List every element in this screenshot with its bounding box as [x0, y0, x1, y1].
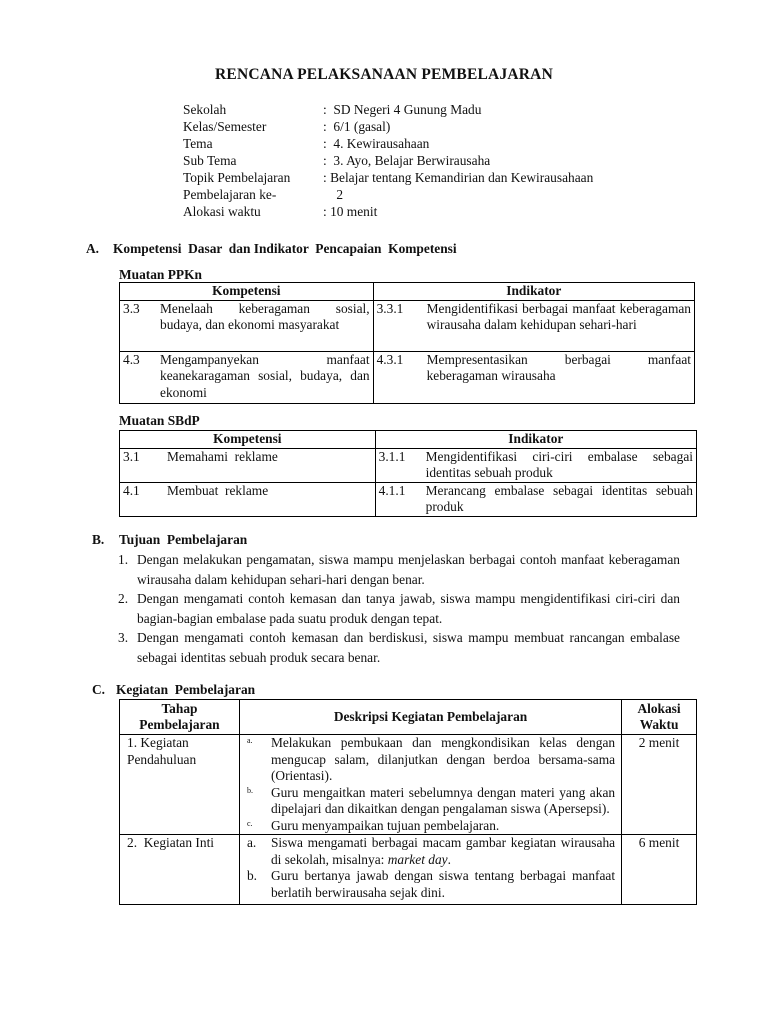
list-item — [118, 628, 680, 667]
kompetensi-text: Menelaah keberagaman sosial, budaya, dan ekonomi masyarakat — [160, 300, 370, 332]
time-allocation: 2 menit — [638, 735, 680, 750]
time-allocation: 6 menit — [638, 835, 680, 850]
sbdp-heading: Muatan SBdP — [119, 413, 200, 428]
info-value: : SD Negeri 4 Gunung Madu — [323, 102, 482, 117]
table-cell — [373, 300, 694, 351]
indikator-text: Merancang embalase sebagai identitas sebuah produk — [425, 482, 693, 514]
goal-number: 1. — [118, 552, 129, 567]
table-cell — [375, 448, 696, 482]
column-header: Alokasi Waktu — [622, 700, 697, 735]
info-label: Sub Tema — [183, 153, 237, 168]
kompetensi-text: Mengampanyekan manfaat keanekaragaman sosial, budaya, dan ekonomi — [160, 351, 370, 400]
tahap-label: 2. Kegiatan Inti — [127, 835, 215, 850]
list-item — [247, 835, 615, 868]
item-marker: b. — [246, 868, 257, 883]
tahap-label: 1. Kegiatan Pendahuluan — [127, 735, 197, 767]
table-row — [120, 300, 695, 351]
column-header: Deskripsi Kegiatan Pembelajaran — [239, 700, 621, 735]
section-a-heading — [86, 241, 457, 257]
info-label: Alokasi waktu — [183, 204, 261, 219]
info-value: : 6/1 (gasal) — [323, 119, 391, 134]
indikator-code: 3.3.1 — [376, 300, 404, 316]
goal-number: 3. — [118, 630, 129, 645]
info-label: Kelas/Semester — [183, 119, 267, 134]
table-cell — [375, 482, 696, 516]
section-letter: A. — [86, 241, 100, 256]
info-label: Sekolah — [183, 102, 227, 117]
info-label: Topik Pembelajaran — [183, 170, 291, 185]
indikator-code: 4.1.1 — [378, 482, 406, 498]
item-text: Guru menyampaikan tujuan pembelajaran. — [270, 817, 500, 833]
item-text: Guru mengaitkan materi sebelumnya dengan materi yang akan dipelajari dan dikaitkan dengan pengalaman siswa (Apersepsi). — [270, 784, 616, 816]
item-text-italic: market day — [387, 851, 448, 867]
section-b-heading — [92, 532, 247, 548]
info-label: Pembelajaran ke- — [183, 187, 277, 202]
kompetensi-text: Membuat reklame — [167, 482, 269, 498]
kompetensi-code: 4.1 — [123, 482, 140, 498]
item-text — [271, 835, 615, 868]
info-value: : 4. Kewirausahaan — [323, 136, 430, 151]
goals-list — [118, 550, 680, 667]
goal-number: 2. — [118, 591, 129, 606]
table-row — [120, 835, 697, 905]
column-header: Kompetensi — [120, 283, 374, 301]
section-title: Kompetensi Dasar dan Indikator Pencapaian Kompetensi — [113, 241, 457, 256]
table-cell — [120, 351, 374, 403]
ppkn-table — [119, 282, 695, 404]
kompetensi-code: 3.1 — [123, 448, 140, 464]
table-row — [120, 482, 697, 516]
item-marker: a. — [246, 736, 253, 745]
table-header-row — [120, 431, 697, 449]
indikator-text: Mempresentasikan berbagai manfaat keberagaman wirausaha — [426, 351, 691, 383]
section-letter: B. — [92, 532, 105, 547]
table-cell — [622, 835, 697, 905]
goal-text: Dengan melakukan pengamatan, siswa mampu menjelaskan berbagai contoh manfaat keberagaman wirausaha dalam kehidupan sehari-hari dengan benar. — [137, 552, 680, 587]
kompetensi-code: 4.3 — [123, 351, 140, 367]
kegiatan-table — [119, 699, 697, 905]
list-item — [247, 735, 615, 785]
kompetensi-code: 3.3 — [123, 300, 140, 316]
table-header-row — [120, 283, 695, 301]
section-c-heading — [92, 682, 255, 698]
info-label: Tema — [183, 136, 213, 151]
column-header: Indikator — [373, 283, 694, 301]
document-title: RENCANA PELAKSANAAN PEMBELAJARAN — [215, 66, 553, 83]
ppkn-heading: Muatan PPKn — [119, 267, 202, 282]
kompetensi-text: Memahami reklame — [167, 448, 278, 464]
item-text-end: . — [447, 851, 451, 867]
table-cell — [622, 735, 697, 835]
table-cell — [120, 835, 240, 905]
item-text: Melakukan pembukaan dan mengkondisikan kelas dengan mengucap salam, dilanjutkan dengan berdoa bersama-sama (Orientasi). — [270, 735, 616, 783]
list-item — [247, 785, 615, 818]
item-marker: a. — [246, 835, 257, 850]
section-title: Kegiatan Pembelajaran — [116, 682, 256, 697]
info-value: 2 — [323, 187, 344, 202]
table-row — [120, 735, 697, 835]
table-header-row — [120, 700, 697, 735]
indikator-code: 3.1.1 — [378, 448, 406, 464]
column-header: Tahap Pembelajaran — [120, 700, 240, 735]
item-text-main: Siswa mengamati berbagai macam gambar kegiatan wirausaha di sekolah, misalnya: — [270, 835, 616, 867]
item-marker: c. — [246, 818, 253, 828]
table-row — [120, 448, 697, 482]
table-cell — [373, 351, 694, 403]
table-cell — [239, 835, 621, 905]
info-value: : 10 menit — [323, 204, 378, 219]
goal-text: Dengan mengamati contoh kemasan dan berdiskusi, siswa mampu membuat rancangan embalase sebagai identitas sebuah produk secara benar. — [137, 630, 680, 665]
table-cell — [120, 300, 374, 351]
goal-text: Dengan mengamati contoh kemasan dan tanya jawab, siswa mampu mengidentifikasi ciri-ciri dan bagian-bagian embalase pada suatu produk dengan tepat. — [137, 591, 680, 626]
list-item — [118, 589, 680, 628]
table-cell — [120, 448, 376, 482]
table-row — [120, 351, 695, 403]
table-cell — [120, 482, 376, 516]
indikator-text: Mengidentifikasi berbagai manfaat keberagaman wirausaha dalam kehidupan sehari-hari — [426, 300, 691, 332]
section-title: Tujuan Pembelajaran — [119, 532, 248, 547]
list-item — [247, 868, 615, 901]
list-item — [247, 818, 615, 835]
list-item — [118, 550, 680, 589]
table-cell — [239, 735, 621, 835]
sbdp-table — [119, 430, 697, 517]
indikator-code: 4.3.1 — [376, 351, 404, 367]
indikator-text: Mengidentifikasi ciri-ciri embalase sebagai identitas sebuah produk — [425, 448, 693, 480]
section-letter: C. — [92, 682, 106, 697]
item-text: Guru bertanya jawab dengan siswa tentang berbagai manfaat berlatih berwirausaha sejak dini. — [270, 868, 616, 900]
table-cell — [120, 735, 240, 835]
column-header: Kompetensi — [120, 431, 376, 449]
column-header: Indikator — [375, 431, 696, 449]
info-value: : 3. Ayo, Belajar Berwirausaha — [323, 153, 491, 168]
item-marker: b. — [246, 785, 253, 795]
info-value: : Belajar tentang Kemandirian dan Kewirausahaan — [323, 170, 594, 185]
